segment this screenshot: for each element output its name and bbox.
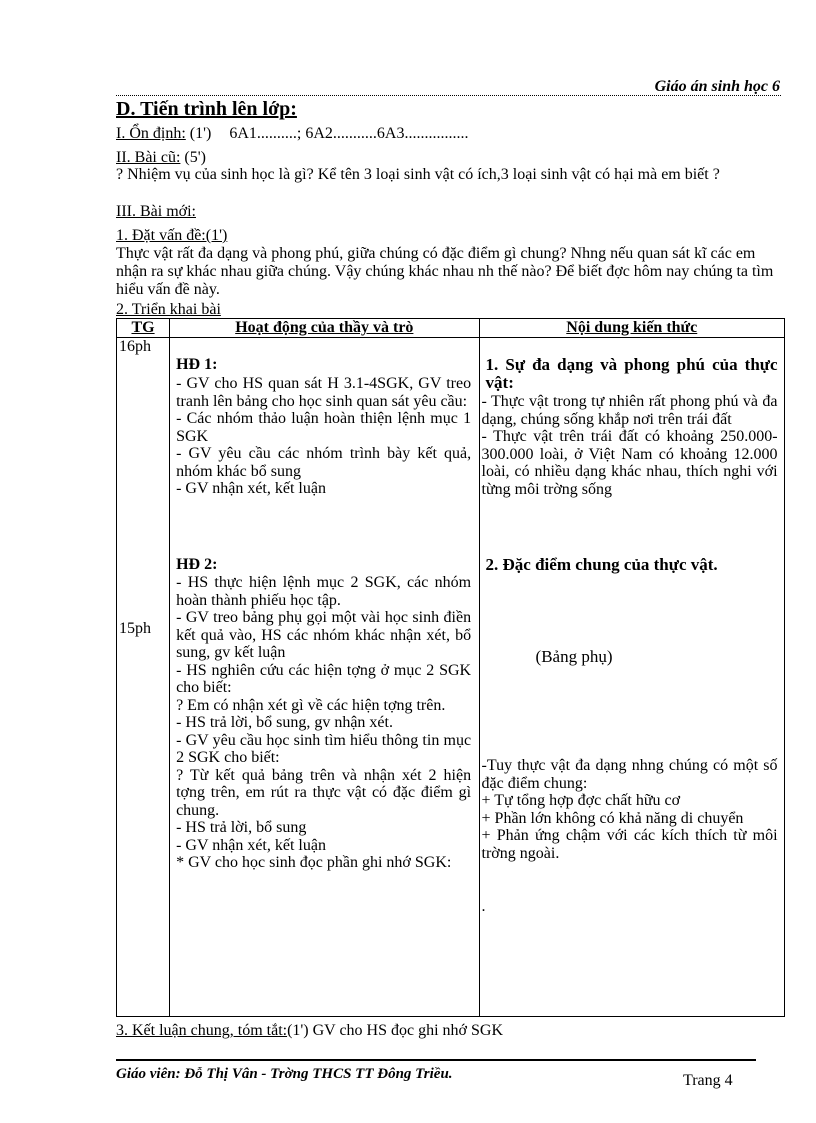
nd1-title: 1. Sự đa dạng và phong phú của thực vật: <box>485 355 778 392</box>
header-hoat-dong: Hoạt động của thầy và trò <box>170 319 479 338</box>
dat-van-de-label: 1. Đặt vấn đề:(1') <box>116 227 228 244</box>
hd1-line: - GV cho HS quan sát H 3.1-4SGK, GV treo tranh lên bảng cho học sinh quan sát yêu cầu: <box>176 375 472 410</box>
ket-luan-label: 3. Kết luận chung, tóm tắt: <box>116 1022 288 1039</box>
dat-van-de-text: Thực vật rất đa dạng và phong phú, giữa chúng có đặc điểm gì chung? Nhng nếu quan sát kĩ các em nhận ra sự khác nhau giữa chúng. Vậy chúng khác nhau nh thế nào? Để biết đợc hôm nay chúng ta tìm hiểu vấn đề này. <box>116 245 774 298</box>
bang-phu-label: (Bảng phụ) <box>535 647 613 666</box>
hd1-line: - Các nhóm thảo luận hoàn thiện lệnh mục 1 SGK <box>176 410 472 445</box>
bai-cu-time: (5') <box>184 149 206 166</box>
nd1-body <box>482 393 778 498</box>
nd2-line: + Tự tổng hợp đợc chất hữu cơ <box>481 792 681 809</box>
section-title: D. Tiến trình lên lớp: <box>116 98 297 120</box>
on-dinh-classes: 6A1..........; 6A2...........6A3................ <box>229 125 469 142</box>
hd2-line: - HS nghiên cứu các hiện tợng ở mục 2 SGK cho biết: <box>176 661 472 696</box>
ket-luan-line <box>116 1022 503 1040</box>
nd2-body <box>482 757 778 862</box>
hd1-body <box>176 375 471 498</box>
nd2-line: + Phản ứng chậm với các kích thích từ môi trờng ngoài. <box>481 827 778 862</box>
nd1-line: - Thực vật trong tự nhiên rất phong phú và đa dạng, chúng sống khắp nơi trên trái đất <box>481 393 778 428</box>
nd2-line: + Phần lớn không có khả năng di chuyển <box>481 809 744 827</box>
hd2-line: - HS trả lời, bổ sung <box>176 819 307 836</box>
on-dinh-line <box>116 125 468 143</box>
footer-divider <box>116 1059 756 1061</box>
time-hd1: 16ph <box>119 338 151 355</box>
header-title: Giáo án sinh học 6 <box>654 78 780 95</box>
trien-khai-label: 2. Triển khai bài <box>116 301 221 318</box>
hd2-line: * GV cho học sinh đọc phần ghi nhớ SGK: <box>176 854 452 871</box>
hd2-line: ? Em có nhận xét gì về các hiện tợng trên. <box>176 696 446 714</box>
header-divider <box>116 95 781 96</box>
header-noi-dung: Nội dung kiến thức <box>479 319 784 338</box>
on-dinh-label: I. Ổn định: <box>116 125 186 142</box>
hd2-line: ? Từ kết quả bảng trên và nhận xét 2 hiện tợng trên, em rút ra thực vật có đặc điểm gì chung. <box>176 766 472 819</box>
hd2-line: - HS thực hiện lệnh mục 2 SGK, các nhóm hoàn thành phiếu học tập. <box>176 574 472 609</box>
nd2-line: -Tuy thực vật đa dạng nhng chúng có một số đặc điểm chung: <box>481 757 778 792</box>
hd1-title: HĐ 1: <box>176 356 218 373</box>
bai-cu-label: II. Bài cũ: <box>116 149 181 166</box>
hd1-line: - GV nhận xét, kết luận <box>176 480 326 497</box>
lesson-table <box>116 318 785 1017</box>
ket-luan-text: (1') GV cho HS đọc ghi nhớ SGK <box>287 1022 504 1039</box>
nd2-title: 2. Đặc điểm chung của thực vật. <box>485 555 718 574</box>
hd2-line: - GV yêu cầu học sinh tìm hiểu thông tin mục 2 SGK cho biết: <box>176 731 472 766</box>
hd2-body <box>176 574 471 872</box>
content-column <box>479 338 784 1017</box>
table-header-row <box>117 319 785 338</box>
footer-teacher: Giáo viên: Đỗ Thị Vân - Trờng THCS TT Đông Triều. <box>116 1066 453 1082</box>
bai-cu-line <box>116 149 206 167</box>
time-hd2: 15ph <box>119 620 151 637</box>
hd2-line: - GV treo bảng phụ gọi một vài học sinh điền kết quả vào, HS các nhóm khác nhận xét, bổ sung, gv kết luận <box>176 609 472 661</box>
header-tg: TG <box>117 319 170 338</box>
nd2-dot: . <box>481 898 486 915</box>
page-number: Trang 4 <box>683 1072 733 1089</box>
hd2-title: HĐ 2: <box>176 556 218 573</box>
hd1-line: - GV yêu cầu các nhóm trình bày kết quả, nhóm khác bổ sung <box>176 445 472 480</box>
nd1-line: - Thực vật trên trái đất có khoảng 250.000- 300.000 loài, ở Việt Nam có khoảng 12.000 loài, có nhiều dạng khác nhau, thích nghi với từng môi trờng sống <box>481 428 778 498</box>
time-column <box>117 338 170 1017</box>
activity-column <box>170 338 479 1017</box>
bai-cu-question: ? Nhiệm vụ của sinh học là gì? Kể tên 3 loại sinh vật có ích,3 loại sinh vật có hại mà em biết ? <box>116 166 720 183</box>
on-dinh-time: (1') <box>189 125 212 142</box>
hd2-line: - GV nhận xét, kết luận <box>176 836 326 854</box>
bai-moi-label: III. Bài mới: <box>116 203 196 220</box>
table-body-row <box>117 338 785 1017</box>
hd2-line: - HS trả lời, bổ sung, gv nhận xét. <box>176 714 393 731</box>
